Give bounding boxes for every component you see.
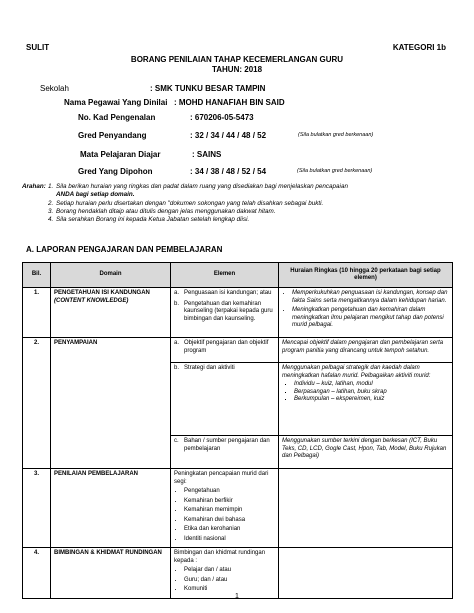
element-item: • Pengetahuan	[184, 488, 275, 496]
element-item: • Kemahiran berfikir	[184, 498, 275, 506]
instruction-number: 2.	[48, 199, 54, 207]
element-letter: b.	[174, 365, 180, 371]
section-heading: A. LAPORAN PENGAJARAN DAN PEMBELAJARAN	[26, 245, 223, 254]
col-header-elemen: Elemen	[171, 263, 279, 288]
field-school-label: Sekolah	[40, 84, 69, 93]
row-domain	[51, 288, 171, 338]
field-name-value: : MOHD HANAFIAH BIN SAID	[174, 98, 285, 107]
field-applied-grade-label: Gred Yang Dipohon	[78, 167, 153, 176]
element-letter: b.	[174, 300, 180, 307]
huraian-item: • Memperkukuhkan penguasaan isi kandungan, konsep dan fakta Sains serta mengaitkannya dalam kehidupan harian.	[292, 290, 449, 305]
element-item: • Identiti nasional	[184, 536, 275, 544]
field-subject-label: Mata Pelajaran Diajar	[80, 150, 161, 159]
instruction-number: 1.	[48, 183, 54, 190]
field-ic-label: No. Kad Pengenalan	[78, 113, 156, 122]
table-header-row	[23, 263, 453, 288]
row-domain	[51, 338, 171, 469]
table-row	[23, 288, 453, 338]
row-elemen	[171, 469, 279, 548]
element-item: • Kemahiran memimpin	[184, 507, 275, 515]
element-item: • Etika dan kerohanian	[184, 526, 275, 534]
assessment-table	[22, 262, 453, 599]
domain-title: PENILAIAN PEMBELAJARAN	[54, 471, 139, 477]
instruction-text-cont: ANDA bagi setiap domain.	[56, 191, 135, 199]
element-item: • Pelajar dan / atau	[184, 567, 275, 575]
field-grade-label: Gred Penyandang	[78, 131, 147, 140]
element-letter: c.	[174, 438, 179, 444]
element-intro: Bimbingan dan khidmat rundingan kepada :	[174, 550, 266, 564]
row-bil: 3.	[23, 469, 51, 548]
field-grade-value: : 32 / 34 / 44 / 48 / 52	[190, 131, 267, 140]
row-bil: 1.	[23, 288, 51, 338]
instruction-text: Setiap huraian perlu disertakan dengan "dokumen sokongan yang telah disahkan sebagai bukti.	[56, 199, 324, 207]
row-bil: 4.	[23, 548, 51, 599]
row-huraian	[279, 548, 453, 599]
element-item: • Guru; dan / atau	[184, 577, 275, 585]
table-row	[23, 548, 453, 599]
instruction-text: Sila serahkan Borang ini kepada Ketua Jabatan setelah lengkap diisi.	[56, 216, 250, 224]
huraian-b: Menggunakan pelbagai strategik dan kaedah dalam meningkatkan hafalan murid. Pelbagaikan aktiviti murid:	[282, 365, 431, 379]
instruction-number: 3.	[48, 207, 54, 215]
element-text: Bahan / sumber pengajaran dan pembelajaran	[184, 438, 270, 452]
huraian-b-item: ▪ Individu – kuiz, latihan, modul	[294, 381, 449, 389]
form-year: TAHUN: 2018	[211, 65, 263, 74]
element-text: Strategi dan aktiviti	[184, 365, 235, 371]
form-title: BORANG PENILAIAN TAHAP KECEMERLANGAN GURU	[130, 55, 344, 64]
instruction-text: Sila berikan huraian yang ringkas dan padat dalam ruang yang disediakan bagi menjelaskan pencapaian	[56, 183, 348, 190]
row-domain	[51, 469, 171, 548]
domain-title: PENYAMPAIAN	[54, 340, 98, 346]
field-school-value: : SMK TUNKU BESAR TAMPIN	[150, 84, 266, 93]
element-item: • Kemahiran dwi bahasa	[184, 517, 275, 525]
huraian-b-item: ▪ Berkumpulan – ekspereimen, kuiz	[294, 396, 449, 404]
category-label: KATEGORI 1b	[392, 43, 446, 52]
field-grade-note: (Sila bulatkan gred berkenaan)	[298, 132, 374, 138]
field-applied-grade-value: : 34 / 38 / 48 / 52 / 54	[190, 167, 267, 176]
classification-label: SULIT	[26, 43, 50, 52]
huraian-c: Menggunakan sumber terkini dengan berkesan (ICT, Buku Teks, CD, LCD, Gogle Cast, Hpon, Tab, Model, Buku Rujukan dan Pelbagai)	[279, 435, 452, 468]
instruction-number: 4.	[48, 216, 54, 224]
row-elemen	[171, 338, 279, 469]
instruction-text: Borang hendaklah ditaip atau ditulis dengan jelas menggunakan dakwat hitam.	[56, 207, 276, 215]
row-elemen	[171, 288, 279, 338]
element-letter: a.	[174, 290, 180, 296]
huraian-a: Mencapai objektif dalam pengajaran dan pembelajaran serta program panitia yang dirancang untuk tempoh setahun.	[282, 340, 444, 354]
huraian-item: • Meningkatkan pengetahuan dan kemahiran dalam meningkatkan ilmu pelajaran mengikut tahap dan potensi murid pelbagai.	[292, 307, 449, 330]
element-text: Objektif pengajaran dan objektif program	[184, 340, 269, 354]
row-domain	[51, 548, 171, 599]
instructions	[22, 183, 452, 224]
domain-title: PENGETAHUAN ISI KANDUNGAN	[54, 290, 150, 296]
field-applied-grade-note: (Sila bulatkan gred berkenaan)	[297, 168, 373, 174]
table-row	[23, 338, 453, 469]
element-text: Pengetahuan dan kemahiran kaunseling (terpakai kepada guru bimbingan dan kaunseling.	[184, 300, 273, 322]
row-bil: 2.	[23, 338, 51, 469]
huraian-b-item: ▪ Berpasangan – latihan, buku skrap	[294, 389, 449, 397]
row-huraian	[279, 469, 453, 548]
field-subject-value: : SAINS	[192, 150, 222, 159]
col-header-huraian: Huraian Ringkas (10 hingga 20 perkataan bagi setiap elemen)	[279, 263, 453, 288]
field-name-label: Nama Pegawai Yang Dinilai	[64, 98, 168, 107]
col-header-domain: Domain	[51, 263, 171, 288]
field-ic-value: : 670206-05-5473	[190, 113, 254, 122]
element-intro: Peningkatan pencapaian murid dari segi:	[174, 471, 269, 485]
element-letter: a.	[174, 340, 180, 346]
element-item: • Komuniti	[184, 586, 275, 594]
page-number: 1	[235, 593, 239, 600]
huraian-b-block	[279, 362, 452, 435]
element-text: Penguasaan isi kandungan; atau	[184, 290, 272, 296]
domain-subtitle: (CONTENT KNOWLEDGE)	[54, 297, 129, 304]
row-elemen	[171, 548, 279, 599]
table-row	[23, 469, 453, 548]
domain-title: BIMBINGAN & KHIDMAT RUNDINGAN	[54, 550, 162, 556]
col-header-bil: Bil.	[23, 263, 51, 288]
row-huraian	[279, 288, 453, 338]
instructions-lead: Arahan:	[22, 183, 46, 190]
row-huraian	[279, 338, 453, 469]
